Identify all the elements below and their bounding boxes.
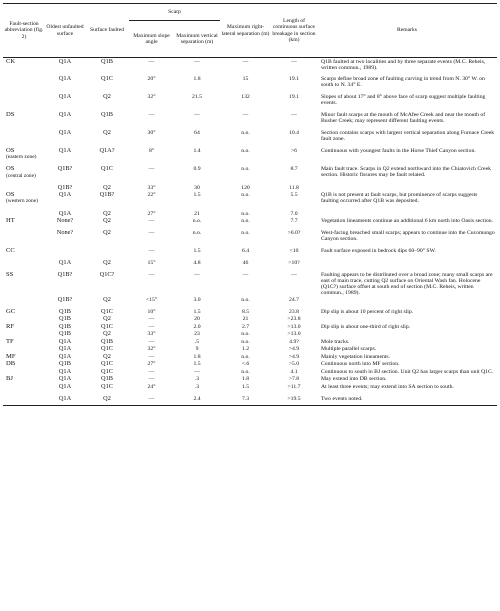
oldest-unfaulted-cell: Q1A: [58, 368, 72, 376]
breakage-length-cell: 19.1: [289, 94, 299, 101]
remarks-cell: At least three events; may extend into SA section to south.: [321, 384, 454, 390]
vertical-separation-cell: 4.8: [193, 259, 201, 266]
surface-faulted-cell: Q2: [103, 352, 111, 360]
fault-section-table: [3, 3, 497, 406]
remarks-cell: [317, 316, 497, 323]
table-row: [3, 304, 497, 316]
surface-faulted-cell: Q2: [103, 258, 111, 266]
slope-angle-cell: <15°: [145, 297, 158, 304]
table-row: [3, 255, 497, 267]
surface-faulted-cell: Q1C: [101, 307, 113, 315]
oldest-unfaulted-cell: Q1B: [59, 360, 71, 368]
vertical-separation-cell: 30: [194, 184, 200, 191]
vertical-separation-cell: .3: [194, 384, 200, 390]
surface-faulted-cell: Q2: [103, 228, 111, 236]
vertical-separation-cell: —: [194, 271, 200, 278]
fault-section-cell: [3, 58, 45, 72]
fault-abbreviation: OS: [6, 165, 15, 173]
vertical-separation-cell: 1.5: [193, 191, 201, 198]
lateral-separation-cell: n.o.: [241, 210, 250, 217]
slope-angle-cell: —: [129, 391, 174, 406]
fault-abbreviation: CK: [6, 57, 16, 65]
remarks-cell: Minor fault scarps at the mouth of McAfee Creek and near the mouth of Busher Creek; may represent different faulting events.: [321, 111, 486, 125]
vertical-separation-cell: 1.8: [193, 76, 201, 83]
remarks-cell: Mainly vegetation lineaments.: [321, 353, 391, 360]
vertical-separation-cell: 20: [194, 316, 200, 323]
breakage-length-cell: >19.5: [271, 391, 317, 406]
fault-section-cell: [3, 243, 45, 255]
oldest-unfaulted-cell: Q1B?: [57, 183, 73, 191]
breakage-length-cell: >6: [290, 147, 298, 154]
breakage-length-cell: >23.8: [287, 316, 301, 323]
breakage-length-cell: >11.7: [287, 384, 301, 390]
oldest-unfaulted-cell: Q1B: [59, 322, 71, 330]
remarks-cell: [317, 206, 497, 218]
fault-abbreviation: RF: [6, 322, 15, 330]
fault-section-cell: [3, 267, 45, 297]
table-row: [3, 58, 497, 72]
slope-angle-cell: 30°: [147, 129, 156, 136]
table-row: [3, 125, 497, 143]
table-body: [3, 58, 497, 406]
surface-faulted-cell: Q2: [103, 93, 111, 101]
remarks-cell: Two events noted.: [317, 391, 497, 406]
breakage-length-cell: —: [291, 271, 297, 278]
vertical-separation-cell: 3.0: [193, 297, 201, 304]
table-row: [3, 217, 497, 225]
vertical-separation-cell: 1.5: [193, 308, 201, 315]
oldest-unfaulted-cell: Q1A: [58, 383, 72, 390]
vertical-separation-cell: n.o.: [192, 217, 202, 224]
oldest-unfaulted-cell: Q1A: [58, 190, 72, 198]
lateral-separation-cell: —: [242, 271, 249, 278]
breakage-length-cell: >4.9: [288, 346, 300, 353]
vertical-separation-cell: 1.5: [193, 247, 201, 254]
oldest-unfaulted-cell: Q1A: [45, 391, 85, 406]
fault-zone-label: (central zone): [6, 172, 36, 179]
vertical-separation-cell: n.o.: [192, 229, 202, 236]
surface-faulted-cell: Q2: [103, 128, 111, 136]
oldest-unfaulted-cell: Q1A: [58, 209, 72, 217]
surface-faulted-cell: Q1A?: [99, 146, 115, 154]
surface-faulted-cell: Q1B: [101, 57, 113, 65]
remarks-cell: May extend into DB section.: [321, 376, 387, 383]
remarks-cell: Scarps define broad zone of faulting curving in trend from N. 30° W. on south to N. 34° E.: [321, 76, 485, 89]
fault-section-cell: [3, 338, 45, 346]
lateral-separation-cell: n.o.: [241, 217, 250, 224]
remarks-cell: Main fault trace. Scarps in Q2 extend northward into the Chiatovich Creek section. Historic fissures may be fault related.: [321, 166, 491, 179]
remarks-cell: [317, 180, 497, 192]
table-row: [3, 376, 497, 384]
oldest-unfaulted-cell: Q1B: [59, 307, 71, 315]
table-row: [3, 368, 497, 375]
breakage-length-cell: 7.7: [290, 217, 298, 224]
oldest-unfaulted-cell: Q1A: [58, 75, 72, 83]
oldest-unfaulted-cell: Q1A: [58, 352, 72, 360]
remarks-cell: Q1B is not present at fault scarps, but prominence of scarps suggests faulting occurred after Q1B was deposited.: [321, 191, 478, 205]
breakage-length-cell: 4.1: [290, 369, 298, 376]
remarks-cell: Slopes of about 17° and 8° above face of scarp suggest multiple faulting events.: [321, 94, 486, 107]
slope-angle-cell: 10°: [147, 308, 156, 315]
table-row: [3, 89, 497, 107]
fault-section-cell: [3, 143, 45, 162]
fault-section-cell: [3, 107, 45, 125]
remarks-cell: [317, 296, 497, 303]
slope-angle-cell: 32°: [147, 94, 156, 101]
lateral-separation-cell: —: [242, 111, 249, 118]
breakage-length-cell: 4.9?: [289, 338, 299, 345]
remarks-cell: [317, 255, 497, 267]
oldest-unfaulted-cell: Q1A: [58, 57, 72, 65]
oldest-unfaulted-cell: Q1A: [58, 375, 72, 383]
table-row: [3, 243, 497, 255]
header-vertical-separation: Maximum vertical separation (m): [174, 21, 220, 58]
breakage-length-cell: 19.1: [289, 76, 299, 83]
oldest-unfaulted-cell: Q1B: [59, 315, 71, 323]
fault-section-cell: [3, 125, 45, 143]
lateral-separation-cell: 46: [242, 259, 249, 266]
slope-angle-cell: 33°: [147, 331, 156, 338]
fault-section-cell: [3, 225, 45, 243]
surface-faulted-cell: Q1C: [101, 368, 113, 376]
remarks-cell: Continuous with youngest faults in the Horse Thief Canyon section.: [321, 147, 476, 154]
surface-faulted-cell: Q1B: [101, 337, 113, 345]
breakage-length-cell: >13.0: [287, 323, 301, 330]
remarks-cell: Q1B faulted at two localities and by three separate events (M.C. Reheis, written commun., 1989).: [321, 58, 486, 71]
surface-faulted-cell: Q2: [103, 330, 111, 338]
fault-section-cell: [3, 323, 45, 331]
table-row: [3, 346, 497, 353]
fault-abbreviation: OS: [6, 190, 15, 198]
lateral-separation-cell: n.o.: [241, 147, 250, 154]
slope-angle-cell: 15°: [147, 259, 156, 266]
slope-angle-cell: 27°: [147, 210, 156, 217]
surface-faulted-cell: Q2: [85, 391, 129, 406]
table-row: [3, 161, 497, 180]
oldest-unfaulted-cell: [45, 243, 85, 255]
oldest-unfaulted-cell: Q1A: [58, 258, 72, 266]
fault-section-cell: [3, 304, 45, 316]
surface-faulted-cell: Q1C?: [99, 270, 115, 278]
document-page: [3, 3, 497, 406]
surface-faulted-cell: [85, 243, 129, 255]
breakage-length-cell: —: [291, 58, 297, 65]
slope-angle-cell: —: [148, 166, 155, 173]
vertical-separation-cell: 23: [194, 331, 200, 338]
fault-abbreviation: MF: [6, 352, 16, 360]
lateral-separation-cell: n.o.: [241, 191, 250, 198]
table-row: [3, 338, 497, 346]
fault-section-cell: [3, 383, 45, 390]
table-row: [3, 143, 497, 162]
surface-faulted-cell: Q1B: [101, 375, 113, 383]
slope-angle-cell: —: [148, 323, 155, 330]
oldest-unfaulted-cell: Q1B: [59, 330, 71, 338]
lateral-separation-cell: 132: [241, 94, 250, 101]
breakage-length-cell: <10: [289, 247, 299, 254]
slope-angle-cell: —: [148, 58, 155, 65]
fault-section-cell: [3, 180, 45, 192]
fault-abbreviation: CC: [6, 246, 15, 254]
vertical-separation-cell: —: [194, 58, 200, 65]
fault-abbreviation: OS: [6, 146, 15, 154]
oldest-unfaulted-cell: Q1B?: [57, 165, 73, 173]
breakage-length-cell: >5.0: [288, 361, 300, 368]
fault-section-cell: [3, 376, 45, 384]
fault-section-cell: [3, 391, 45, 406]
vertical-separation-cell: —: [194, 111, 200, 118]
slope-angle-cell: —: [148, 353, 155, 360]
vertical-separation-cell: 2.0: [193, 323, 201, 330]
fault-abbreviation: SS: [6, 270, 14, 278]
remarks-cell: Fault surface exposed in bedrock dips 60–90° SW.: [321, 247, 436, 254]
oldest-unfaulted-cell: Q1A: [58, 146, 72, 154]
breakage-length-cell: 24.7: [289, 297, 299, 304]
slope-angle-cell: —: [148, 247, 155, 254]
surface-faulted-cell: Q1C: [101, 360, 113, 368]
table-row: [3, 323, 497, 331]
oldest-unfaulted-cell: Q1B?: [57, 296, 73, 304]
fault-section-cell: [3, 255, 45, 267]
lateral-separation-cell: 6.4: [241, 247, 250, 254]
breakage-length-cell: 23.8: [289, 308, 299, 315]
breakage-length-cell: >7.8: [288, 376, 300, 383]
fault-section-cell: [3, 161, 45, 180]
breakage-length-cell: 5.5: [290, 191, 298, 198]
surface-faulted-cell: Q2: [103, 209, 111, 217]
breakage-length-cell: —: [291, 111, 297, 118]
table-row: [3, 391, 497, 406]
surface-faulted-cell: Q1C: [101, 383, 113, 390]
table-row: [3, 180, 497, 192]
fault-section-cell: [3, 217, 45, 225]
table-row: [3, 267, 497, 297]
slope-angle-cell: 32°: [147, 346, 156, 353]
fault-section-cell: [3, 361, 45, 369]
fault-abbreviation: DS: [6, 110, 15, 118]
oldest-unfaulted-cell: Q1A: [58, 93, 72, 101]
surface-faulted-cell: Q2: [103, 296, 111, 304]
slope-angle-cell: 8°: [148, 147, 155, 154]
lateral-separation-cell: 120: [241, 184, 250, 191]
vertical-separation-cell: 1.5: [193, 361, 201, 368]
table-row: [3, 107, 497, 125]
surface-faulted-cell: Q1B?: [99, 190, 115, 198]
table-row: [3, 191, 497, 205]
oldest-unfaulted-cell: None?: [56, 228, 74, 236]
slope-angle-cell: —: [148, 229, 155, 236]
slope-angle-cell: —: [148, 369, 155, 376]
vertical-separation-cell: —: [194, 369, 200, 376]
surface-faulted-cell: Q1C: [101, 322, 113, 330]
slope-angle-cell: —: [148, 271, 155, 278]
slope-angle-cell: 20°: [147, 76, 156, 83]
slope-angle-cell: —: [148, 111, 155, 118]
surface-faulted-cell: Q2: [103, 183, 111, 191]
remarks-cell: Dip slip is about 10 percent of right slip.: [321, 308, 414, 315]
header-oldest-unfaulted: Oldest unfaulted surface: [45, 4, 85, 58]
fault-zone-label: (eastern zone): [6, 154, 37, 160]
slope-angle-cell: 22°: [147, 191, 156, 198]
lateral-separation-cell: 1.2: [241, 346, 250, 353]
surface-faulted-cell: Q2: [103, 216, 111, 224]
vertical-separation-cell: 64: [194, 129, 200, 136]
table-row: [3, 331, 497, 338]
remarks-cell: Continuous to south in BJ section. Unit Q2 has larger scarps than unit Q1C.: [321, 369, 494, 376]
vertical-separation-cell: .3: [194, 376, 200, 383]
vertical-separation-cell: 0.9: [193, 166, 201, 173]
oldest-unfaulted-cell: Q1A: [58, 110, 72, 118]
table-row: [3, 225, 497, 243]
lateral-separation-cell: n.o.: [241, 331, 250, 338]
breakage-length-cell: 10.4: [289, 129, 299, 136]
fault-section-cell: [3, 191, 45, 205]
surface-faulted-cell: Q2: [103, 315, 111, 323]
fault-zone-label: (western zone): [6, 198, 38, 205]
lateral-separation-cell: 7.3: [220, 391, 271, 406]
vertical-separation-cell: 9: [195, 346, 199, 353]
header-lateral-separation: Maximum right-lateral separation (m): [220, 4, 271, 58]
slope-angle-cell: —: [148, 217, 155, 224]
fault-section-cell: [3, 296, 45, 303]
surface-faulted-cell: Q1C: [101, 75, 113, 83]
breakage-length-cell: >4.9: [288, 353, 300, 360]
vertical-separation-cell: 2.4: [174, 391, 220, 406]
breakage-length-cell: 11.8: [289, 184, 299, 191]
remarks-cell: [317, 331, 497, 338]
lateral-separation-cell: 8.5: [241, 308, 250, 315]
oldest-unfaulted-cell: Q1A: [58, 128, 72, 136]
slope-angle-cell: 27°: [147, 361, 156, 368]
slope-angle-cell: —: [148, 338, 155, 345]
fault-abbreviation: GC: [6, 307, 16, 315]
fault-section-cell: [3, 89, 45, 107]
lateral-separation-cell: n.o.: [241, 297, 250, 304]
fault-abbreviation: BJ: [6, 375, 13, 383]
lateral-separation-cell: 2.7: [241, 323, 250, 330]
table-row: [3, 383, 497, 390]
surface-faulted-cell: Q1C: [101, 165, 113, 173]
oldest-unfaulted-cell: Q1A: [58, 345, 72, 353]
table-row: [3, 296, 497, 303]
header-remarks: Remarks: [317, 4, 497, 58]
lateral-separation-cell: n.o.: [241, 369, 250, 376]
lateral-separation-cell: n.o.: [241, 129, 250, 136]
remarks-cell: West-facing breached small scarps; appears to continue into the Cucomungo Canyon section.: [321, 229, 495, 243]
header-breakage-length: Length of continuous surface breakage in section (km): [271, 4, 317, 58]
breakage-length-cell: >10?: [288, 259, 300, 266]
oldest-unfaulted-cell: Q1B?: [57, 270, 73, 278]
breakage-length-cell: >13.0: [287, 331, 301, 338]
surface-faulted-cell: Q1B: [101, 110, 113, 118]
slope-angle-cell: —: [148, 316, 155, 323]
breakage-length-cell: 7.0: [290, 210, 298, 217]
lateral-separation-cell: n.o.: [241, 353, 250, 360]
remarks-cell: Multiple parallel scarps.: [321, 346, 377, 353]
table-row: [3, 361, 497, 369]
remarks-cell: Dip slip is about one-third of right slip.: [321, 323, 411, 330]
breakage-length-cell: >6.0?: [287, 229, 301, 236]
oldest-unfaulted-cell: Q1A: [58, 337, 72, 345]
remarks-cell: Mole tracks.: [321, 338, 350, 345]
lateral-separation-cell: 21: [242, 316, 249, 323]
header-slope-angle: Maximum slope angle: [129, 21, 174, 58]
vertical-separation-cell: 21.5: [192, 94, 202, 101]
header-surface-faulted: Surface faulted: [85, 4, 129, 58]
slope-angle-cell: 33°: [147, 184, 156, 191]
lateral-separation-cell: n.o.: [241, 338, 250, 345]
lateral-separation-cell: 15: [242, 76, 249, 83]
lateral-separation-cell: <.6: [241, 361, 250, 368]
lateral-separation-cell: n.o.: [241, 229, 250, 236]
vertical-separation-cell: .5: [194, 338, 200, 345]
fault-abbreviation: DB: [6, 360, 16, 368]
lateral-separation-cell: 1.5: [241, 384, 250, 390]
remarks-cell: Continuous north into MF section.: [321, 361, 400, 368]
remarks-cell: Section contains scarps with largest vertical separation along Furnace Creek fault zone.: [321, 129, 495, 142]
slope-angle-cell: 24°: [147, 384, 156, 390]
header-scarp-group: Scarp: [129, 4, 220, 21]
lateral-separation-cell: n.o.: [241, 166, 250, 173]
breakage-length-cell: 8.7: [290, 166, 298, 173]
remarks-cell: Faulting appears to be distributed over a broad zone; many small scarps are east of main trace, cutting Q2 surface on Oriental Wash fan. Holocene (Q1C?) surface offset at south end of section (M.C. Reheis, written commun., 1989).: [321, 271, 493, 296]
table-header: [3, 4, 497, 58]
fault-abbreviation: TF: [6, 337, 14, 345]
vertical-separation-cell: 1.8: [193, 353, 201, 360]
fault-section-cell: [3, 71, 45, 89]
lateral-separation-cell: 1.8: [241, 376, 250, 383]
fault-abbreviation: HT: [6, 216, 15, 224]
lateral-separation-cell: —: [242, 58, 249, 65]
remarks-cell: Vegetation lineaments continue an additional 6 km north into Oasis section.: [321, 217, 494, 224]
header-fault-section: Fault-section abbreviation (fig. 2): [3, 4, 45, 58]
table-row: [3, 316, 497, 323]
table-row: [3, 206, 497, 218]
table-row: [3, 353, 497, 361]
oldest-unfaulted-cell: None?: [56, 216, 74, 224]
vertical-separation-cell: 21: [194, 210, 200, 217]
fault-section-cell: [3, 206, 45, 218]
slope-angle-cell: —: [148, 376, 155, 383]
vertical-separation-cell: 1.4: [193, 147, 201, 154]
surface-faulted-cell: Q1C: [101, 345, 113, 353]
table-row: [3, 71, 497, 89]
